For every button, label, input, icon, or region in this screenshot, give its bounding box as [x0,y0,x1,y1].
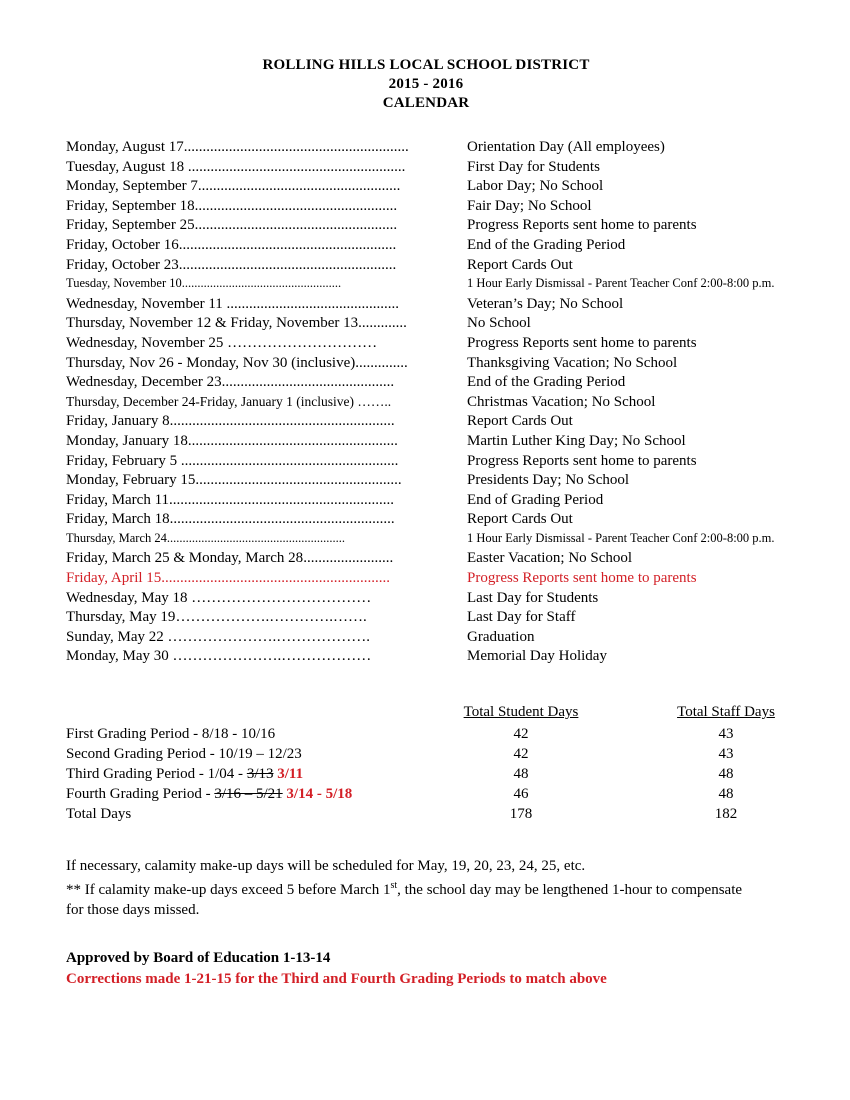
approval-block [66,948,786,990]
table-row [66,806,816,826]
calendar-date [66,629,466,646]
corrected-date-text: 3/11 [273,766,304,783]
calendar-date-text: Friday, March 18 [66,511,170,528]
calendar-date [66,178,466,195]
calendar-date [66,453,466,470]
calendar-event: Fair Day; No School [467,197,592,214]
student-days-value: 178 [509,806,533,823]
calendar-date-text: Friday, March 25 & Monday, March 28 [66,550,304,567]
calendar-row [66,315,786,335]
table-row [66,786,816,806]
calendar-event: Martin Luther King Day; No School [467,432,686,449]
calendar-date-text: Thursday, December 24-Friday, January 1 (inclusive) [66,393,358,409]
leader-dots: ............................................................ [169,511,395,528]
student-days-value: 46 [513,786,529,803]
calendar-row [66,570,786,590]
col-header-staff-days [636,704,816,726]
leader-dots: ………………….………………. [167,628,371,645]
calendar-row [66,629,786,649]
staff-days-value: 182 [714,806,738,823]
calendar-date-text: Monday, January 18 [66,432,188,449]
calendar-row [66,413,786,433]
grading-period-summary [66,704,786,826]
leader-dots: .......................................................... [180,452,399,469]
approval-line: Approved by Board of Education 1-13-14 [66,950,331,967]
calendar-row [66,433,786,453]
grading-period-label-text: Total Days [66,806,132,823]
calendar-event: End of the Grading Period [467,236,626,253]
calendar-date [66,590,466,607]
leader-dots: ......................................................... [166,530,346,545]
table-header-row [66,704,816,726]
calendar-row [66,178,786,198]
grading-period-label [66,726,406,746]
calendar-date-text: Wednesday, November 11 [66,295,227,312]
page-title: ROLLING HILLS LOCAL SCHOOL DISTRICT [262,57,590,73]
calendar-row [66,590,786,610]
document-title-block [66,56,786,113]
grading-period-label-text: Fourth Grading Period - [66,786,215,803]
calendar-date-text: Sunday, May 22 [66,628,168,645]
calendar-date-text: Monday, September 7 [66,178,198,195]
calendar-date [66,531,466,546]
calendar-date [66,198,466,215]
grading-period-label-text: First Grading Period - 8/18 - 10/16 [66,726,276,743]
summary-table-body [66,726,816,826]
document-subtitle: CALENDAR [382,95,470,111]
calendar-date [66,355,466,372]
staff-days-value: 43 [718,746,734,763]
calendar-date [66,296,466,313]
student-days-value: 42 [513,746,529,763]
calendar-date [66,257,466,274]
calendar-date-text: Friday, April 15 [66,570,162,587]
calendar-date [66,335,466,352]
note-line-1: If necessary, calamity make-up days will be scheduled for May, 19, 20, 23, 24, 25, etc. [66,858,586,875]
calendar-event: First Day for Students [467,158,600,175]
calendar-date [66,648,466,665]
calendar-row [66,492,786,512]
calendar-row [66,198,786,218]
calendar-event: 1 Hour Early Dismissal - Parent Teacher Conf 2:00-8:00 p.m. [467,530,775,545]
leader-dots: ...................................................... [194,197,398,214]
calendar-event: Veteran’s Day; No School [467,295,624,312]
calendar-event: Thanksgiving Vacation; No School [467,354,678,371]
calendar-event: Labor Day; No School [467,178,604,195]
student-days-value: 48 [513,766,529,783]
leader-dots: .............. [355,354,408,371]
leader-dots: ...................................................... [194,217,398,234]
leader-dots: ........................ [303,550,394,567]
calendar-row [66,355,786,375]
staff-days-value: 48 [718,786,734,803]
note-line-2 [66,876,786,900]
note-line-3: for those days missed. [66,902,200,919]
leader-dots: .............................................. [226,295,400,312]
corrected-date-text: 3/14 - 5/18 [282,786,353,803]
grading-period-label [66,746,406,766]
calendar-date [66,159,466,176]
grading-period-label [66,806,406,826]
calendar-date-text: Monday, May 30 [66,648,173,665]
calendar-date-text: Wednesday, November 25 [66,334,228,351]
calendar-event: 1 Hour Early Dismissal - Parent Teacher Conf 2:00-8:00 p.m. [467,276,775,291]
calendar-row [66,217,786,237]
calendar-event: Report Cards Out [467,511,573,528]
summary-table [66,704,816,826]
calendar-date-text: Thursday, November 12 & Friday, November 13 [66,315,359,332]
calendar-date [66,315,466,332]
calendar-event: Presidents Day; No School [467,472,630,489]
calendar-date-text: Monday, February 15 [66,472,196,489]
calendar-row [66,648,786,668]
calendar-row [66,609,786,629]
staff-days-value: 48 [718,766,734,783]
calendar-date [66,511,466,528]
calendar-row [66,257,786,277]
calendar-date [66,276,466,291]
calendar-event: Graduation [467,628,535,645]
leader-dots: ................................................... [181,276,342,291]
calendar-event: End of Grading Period [467,491,604,508]
struck-date-text: 3/13 [246,766,274,783]
calendar-date [66,394,466,410]
calendar-date [66,472,466,489]
calendar-date-text: Friday, October 16 [66,236,179,253]
calendar-row [66,237,786,257]
calendar-date [66,570,466,587]
calendar-date-text: Friday, February 5 [66,452,181,469]
table-row [66,746,816,766]
calendar-row [66,531,786,551]
leader-dots: ...................................................... [197,178,401,195]
leader-dots: .......................................................... [187,158,406,175]
leader-dots: .............................................. [221,374,395,391]
note-line-2b: , the school day may be lengthened 1-hour to compensate [397,882,743,899]
calamity-notes [66,856,786,920]
calendar-event: Progress Reports sent home to parents [467,452,697,469]
leader-dots: ............................................................. [161,570,391,587]
calendar-event: Christmas Vacation; No School [467,393,656,410]
calendar-event: End of the Grading Period [467,374,626,391]
calendar-date-text: Friday, September 25 [66,217,195,234]
calendar-event: Progress Reports sent home to parents [467,334,697,351]
calendar-row [66,335,786,355]
leader-dots: ............. [358,315,407,332]
calendar-event: Easter Vacation; No School [467,550,633,567]
calendar-date [66,609,466,626]
corrections-line: Corrections made 1-21-15 for the Third and Fourth Grading Periods to match above [66,971,607,988]
calendar-row [66,296,786,316]
calendar-date [66,217,466,234]
calendar-date [66,413,466,430]
leader-dots: ............................................................ [169,413,395,430]
leader-dots: ……………….………….……. [175,609,367,626]
note-line-2a: ** If calamity make-up days exceed 5 before March 1 [66,882,391,899]
calendar-event: Report Cards Out [467,413,573,430]
calendar-row [66,394,786,414]
calendar-date-text: Wednesday, December 23 [66,374,222,391]
calendar-date-text: Thursday, March 24 [66,530,167,545]
calendar-date-text: Friday, January 8 [66,413,170,430]
calendar-row [66,159,786,179]
leader-dots: .......................................................... [178,236,397,253]
calendar-date [66,374,466,391]
calendar-event: Report Cards Out [467,256,573,273]
calendar-date-text: Friday, March 11 [66,491,170,508]
calendar-date [66,139,466,156]
grading-period-label-text: Third Grading Period - 1/04 - [66,766,247,783]
calendar-date-text: Thursday, Nov 26 - Monday, Nov 30 (inclusive) [66,354,356,371]
leader-dots: ………………….……………… [172,648,372,665]
calendar-row [66,139,786,159]
calendar-event: No School [467,315,531,332]
calendar-event: Progress Reports sent home to parents [467,217,697,234]
grading-period-label [66,786,406,806]
calendar-date-text: Monday, August 17 [66,139,184,155]
grading-period-label-text: Second Grading Period - 10/19 – 12/23 [66,746,302,763]
leader-dots: ........................................................ [187,432,398,449]
struck-date-text: 3/16 – 5/21 [214,786,283,803]
calendar-date-text: Tuesday, August 18 [66,158,188,175]
calendar-row [66,550,786,570]
student-days-value: 42 [513,726,529,743]
calendar-date [66,433,466,450]
leader-dots: ………………………… [227,334,378,351]
calendar-date [66,492,466,509]
leader-dots: ……………………………… [191,589,372,606]
leader-dots: ............................................................ [183,139,409,155]
calendar-date [66,237,466,254]
summary-table-head [66,704,816,726]
calendar-date-text: Wednesday, May 18 [66,589,192,606]
col-header-student-days-text: Total Student Days [463,704,579,721]
calendar-event: Orientation Day (All employees) [467,139,665,155]
calendar-date [66,550,466,567]
calendar-event: Last Day for Staff [467,609,576,626]
table-row [66,726,816,746]
table-row [66,766,816,786]
calendar-row [66,374,786,394]
calendar-date-text: Friday, September 18 [66,197,195,214]
calendar-row [66,472,786,492]
calendar-row [66,276,786,296]
calendar-event: Memorial Day Holiday [467,648,607,665]
calendar-event: Last Day for Students [467,589,599,606]
leader-dots: ....................................................... [195,472,402,489]
staff-days-value: 43 [718,726,734,743]
leader-dots: ............................................................ [169,491,395,508]
col-header-label [66,704,406,726]
calendar-event: Progress Reports sent home to parents [467,570,697,587]
note-ordinal-suffix: st [390,880,398,892]
grading-period-label [66,766,406,786]
calendar-row [66,453,786,473]
calendar-row [66,511,786,531]
calendar-date-text: Tuesday, November 10 [66,276,182,291]
calendar-list [66,139,786,668]
school-year: 2015 - 2016 [388,76,464,92]
col-header-student-days [406,704,636,726]
calendar-date-text: Friday, October 23 [66,256,179,273]
leader-dots: …….. [357,393,392,409]
leader-dots: .......................................................... [178,256,397,273]
calendar-date-text: Thursday, May 19 [66,609,176,626]
col-header-staff-days-text: Total Staff Days [677,704,775,721]
